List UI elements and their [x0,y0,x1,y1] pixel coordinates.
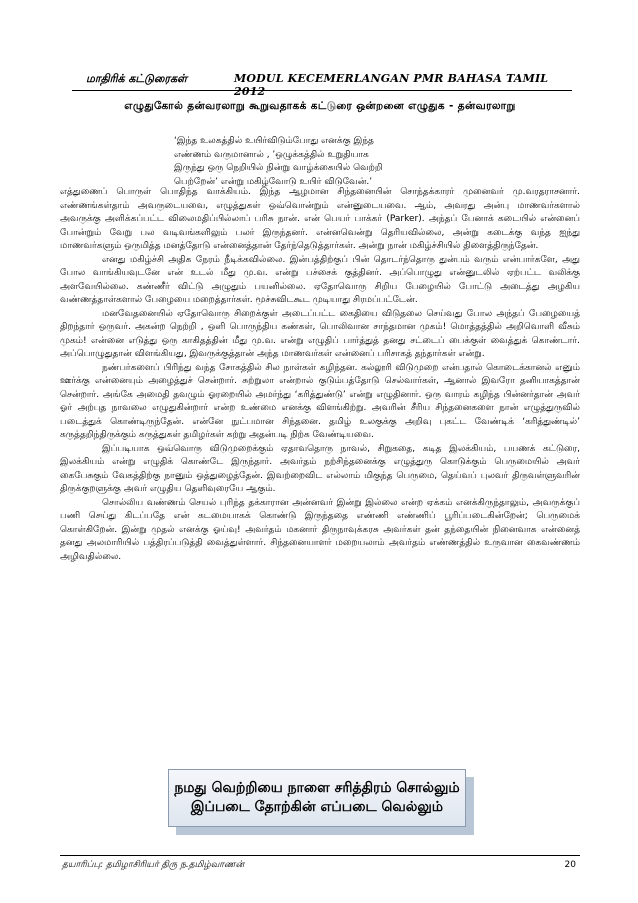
paragraph: எத்துணைப் பொருள் பொதிந்த வாக்கியம். இந்த ஆழமான சிந்தனையின் சொந்தக்காரர் முனைவர் மு.வரதராசனார். எண்ணங்கள்தாம் அவருடையவை, எழுத்துகள் ஒவ்வொன்றும் என்னுடையவை. ஆம், அவரது அன்பு மாணவர்களால் அவருக்கு அளிக்கப்பட்ட விலைமதிப்பில்லாப் பரிசு நான். என் பெயர் பாக்கர் (Parker). அந்தப் பேனாக் கடையில் என்னைப் போன்றும் வேறு பல வடிவங்களிலும் பலர் இருந்தனர். என்னவென்று தெரியவில்லை, அன்று கடைக்கு வந்த ஐந்து மாணவர்களும் ஒருமித்த மனத்தோடு என்னைத்தான் தேர்ந்தெடுத்தார்கள். அன்று நான் மகிழ்ச்சியில் திளைத்திருந்தேன். [60,187,580,251]
header-module-title: MODUL KECEMERLANGAN PMR BAHASA TAMIL 2012 [234,72,549,98]
quote-line: இருந்து ஒரு நெறியில் நின்று வாழ்க்கையில் வெற்றி [174,163,383,173]
quote-line: எண்ணம் வருமானால் , ’ஒழுக்கத்தில் உறுதியாக [174,149,369,160]
quote-line: பெற்றேன்’ என்று மகிழ்வோடு உயிர் விடுவேன்.’ [174,176,373,187]
quote-line: ‘இந்த உலகத்தில் உயிர்விடும்போது எனக்கு இந்த [174,136,374,146]
paragraph: எனது மகிழ்ச்சி அதிக நேரம் நீடிக்கவில்லை. இன்பத்திற்குப் பின் தொடர்ந்தொரு துன்பம் வரும் என்பார்களே, அது போல வாங்கியவுடனே என் உடல் மீது மு.வ. என்று பச்சைக் குத்தினர். அப்பொழுது என்னுடலில் ஏற்பட்ட வலிக்கு அளவேயில்லை. கண்ணீர் விட்டு அழுதும் பயனில்லை. ஏதோவொரு சிறிய பேழையில் போட்டு அடைத்து அழகிய வண்ணத்தாள்களால் பேழையை மறைத்தார்கள். மூச்சுவிடகூட முடியாது சிரமப்பட்டேன். [60,254,580,305]
paragraph: இப்படியாக ஒவ்வொரு விடுமுறைக்கும் ஏதாவதொரு நாவல், சிறுகதை, கடித இலக்கியம், பயணக் கட்டுரை, இலக்கியம் என்று எழுதிக் கொண்டே இருந்தார். அவர்தம் நற்சிந்தனைக்கு எழுத்துரு கொடுக்கும் பெருமையில் அவர் கைபேசுகும் வேகத்திற்கு நானும் ஒத்துழைத்தேன். இவற்றைவிட எல்லாம் மிகுந்த பெருமை, தெய்வப் புலவர் திருவள்ளுவரின் திருக்குறளுக்கு அவர் எழுதிய தெளிவுரையே ஆகும். [60,443,580,494]
banner-line: நமது வெற்றியை நாளை சரித்திரம் சொல்லும் [174,780,460,796]
essay-body [60,186,580,564]
essay-title: எழுதுகோல் தன்வரலாறு கூறுவதாகக் கட்டுரை ஒன்றனை எழுதுக - தன்வரலாறு [124,100,516,112]
banner-box [168,769,466,827]
page-footer [60,855,580,876]
paragraph: மனவேதனையில் ஏதோவொரு சிறைக்குள் அடைப்பட்ட கைதியை விடுதலை செய்வது போல அந்தப் பேழையைத் திறந்தார் ஒருவர். அகன்ற நெற்றி , ஒளி பொருந்திய கண்கள், பொலிவான சாந்தமான முகம்! மொத்தத்தில் அறிவொளி வீசும் முகம்! என்னை எடுத்து ஒரு காகிதத்தின் மீது மு.வ. என்று எழுதிப் பார்த்துத் தனது சட்டைப் பைக்குள் வைத்துக் கொண்டார். அப்பொழுதுதான் விளங்கியது, இவருக்குத்தான் அந்த மாணவர்கள் என்னைப் பரிசாகத் தந்தார்கள் என்று. [60,308,580,359]
page-header [72,72,572,98]
page-number: 20 [564,860,576,870]
paragraph: நண்பர்களைப் பிரிந்து வந்த சோகத்தில் சில நாள்கள் கழிந்தன. கல்லூரி விடுமுறை என்பதால் கொடைக்கானல் எனும் ஊர்க்கு என்னையும் அழைத்துச் சென்றார். சுற்றுலா என்றால் குடும்பத்தோடு செல்வார்கள், ஆனால் இவரோ தனியாகத்தான் சென்றார். அங்கே அமைதி தவழும் ஓரறையில் அமர்ந்து ‘கரித்துண்டு’ என்று எழுதினார். ஒரு வாரம் கழிந்த பின்னர்தான் அவர் ஓர் அற்புத நாவலை எழுதுகின்றார் என்ற உண்மை எனக்கு விளங்கிற்று. அவரின் சீரிய சிந்தனைகளை நான் எழுத்துருவில் படைத்துக் கொண்டிருந்தேன். என்னே நுட்பமான சிந்தனை. தமிழ் உலகுக்கு அறிவு புகட்ட வேண்டிக் ‘கரித்துண்டில்’ கருத்தறிந்திருக்கும் கருத்துகள் தமிழர்கள் கற்று அதன்படி நிற்க வேண்டியவை. [60,362,580,440]
banner-line: இப்படை தோற்கின் எப்படை வெல்லும் [190,799,444,815]
motto-banner [168,769,474,835]
paragraph: சொல்லிய வண்ணம் செயல் புரிந்த தக்காரான அன்னவர் இன்று இல்லை என்ற ஏக்கம் எனக்கிருந்தாலும், அவருக்குப் பணி செய்து கிடப்பதே என் கடமையாகக் கொண்டு இருந்ததை எண்ணி எண்ணிப் பூரிப்படைகின்றேன்; பெருமைக் கொள்கிறேன். இன்று முதல் எனக்கு ஓய்வு! அவர்தம் மகனார் திருநாவுக்கரசு அவர்கள் தன் தந்தையின் நினைவாக என்னைத் தனது அலமாரியில் பத்திரப்படுத்தி வைத்துள்ளார். சிந்தனையாளர் மறையலாம் அவர்தம் எண்ணத்தில் உருவான கைவண்ணம் அழிவதில்லை. [60,497,580,562]
footer-credit: தயாரிப்பு: தமிழாசிரியர் திரு ந.தமிழ்வாணன் [62,860,245,870]
header-left-title: மாதிரிக் கட்டுரைகள் [86,72,188,85]
opening-quote [174,135,474,189]
